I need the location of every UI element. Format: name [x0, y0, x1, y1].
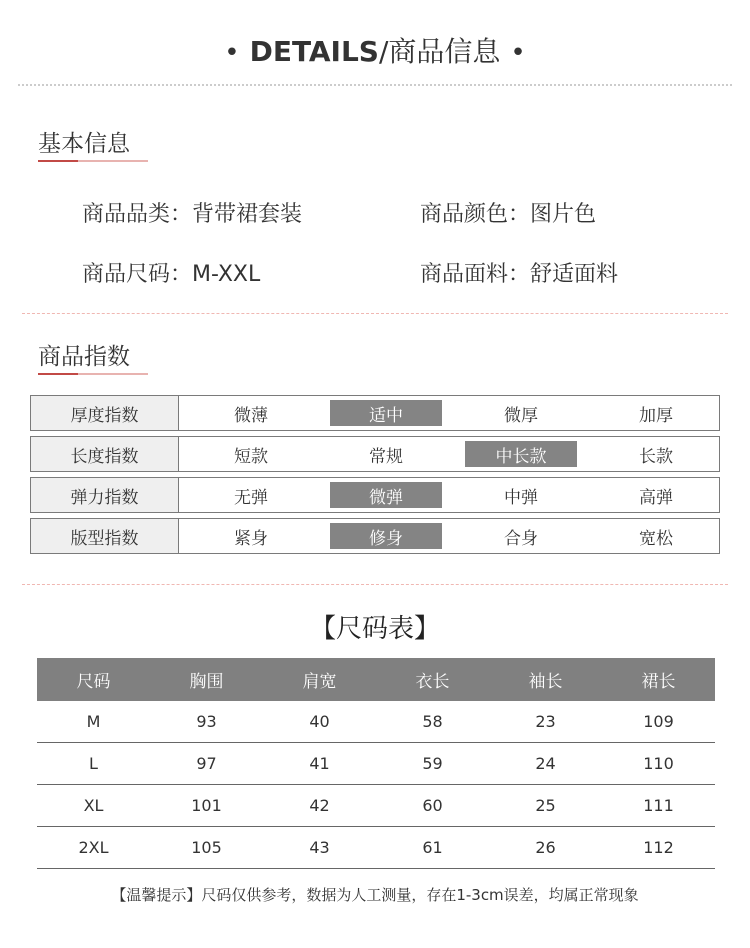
dashed-divider [22, 584, 728, 585]
bullet-left: • [224, 38, 240, 68]
size-cell: 110 [602, 743, 715, 785]
size-cell: 112 [602, 827, 715, 869]
size-table-title: 【尺码表】 [309, 614, 440, 644]
index-option: 高弹 [639, 487, 673, 508]
index-option: 中弹 [504, 487, 538, 508]
header-cn: 商品信息 [388, 35, 501, 68]
size-header-cell: 胸围 [150, 658, 263, 701]
table-row [37, 785, 715, 827]
table-row [37, 827, 715, 869]
info-category: 商品品类：背带裙套装 [82, 202, 303, 227]
index-row-label: 版型指数 [31, 519, 179, 553]
page-header [0, 30, 750, 70]
size-cell: 42 [263, 785, 376, 827]
size-cell: L [37, 743, 150, 785]
size-cell: 41 [263, 743, 376, 785]
size-cell: 23 [489, 701, 602, 743]
index-option: 常规 [369, 446, 403, 467]
size-cell: 58 [376, 701, 489, 743]
index-option: 微薄 [234, 405, 268, 426]
bullet-right: • [510, 38, 526, 68]
size-table [37, 658, 715, 869]
index-row-label: 厚度指数 [31, 396, 179, 430]
index-row-options [179, 478, 719, 512]
index-row-label: 弹力指数 [31, 478, 179, 512]
basic-info-underline [38, 160, 148, 162]
size-cell: 97 [150, 743, 263, 785]
info-size: 商品尺码：M-XXL [82, 262, 261, 287]
index-option: 短款 [234, 446, 268, 467]
table-row [37, 701, 715, 743]
index-row [30, 518, 720, 554]
tip-note: 【温馨提示】尺码仅供参考，数据为人工测量，存在1-3cm误差，均属正常现象 [111, 886, 639, 904]
size-cell: 40 [263, 701, 376, 743]
table-row [37, 743, 715, 785]
index-row [30, 395, 720, 431]
size-cell: 93 [150, 701, 263, 743]
size-cell: M [37, 701, 150, 743]
size-header-cell: 衣长 [376, 658, 489, 701]
size-cell: 109 [602, 701, 715, 743]
size-cell: 61 [376, 827, 489, 869]
index-row-options [179, 437, 719, 471]
size-table-body [37, 701, 715, 869]
size-cell: 2XL [37, 827, 150, 869]
index-option-selected: 中长款 [465, 441, 577, 467]
size-cell: 111 [602, 785, 715, 827]
index-option-selected: 适中 [330, 400, 442, 426]
index-option: 加厚 [639, 405, 673, 426]
header-sep: / [378, 35, 389, 68]
basic-info-title: 基本信息 [38, 131, 130, 157]
size-table-header [37, 658, 715, 701]
index-title: 商品指数 [38, 344, 130, 370]
info-fabric: 商品面料：舒适面料 [420, 262, 619, 287]
index-row-options [179, 519, 719, 553]
index-option: 无弹 [234, 487, 268, 508]
size-cell: 43 [263, 827, 376, 869]
header-en: DETAILS [249, 35, 379, 68]
size-cell: 101 [150, 785, 263, 827]
index-option: 长款 [639, 446, 673, 467]
dotted-divider [18, 84, 732, 86]
size-header-cell: 袖长 [489, 658, 602, 701]
size-cell: 26 [489, 827, 602, 869]
dashed-divider [22, 313, 728, 314]
size-header-cell: 肩宽 [263, 658, 376, 701]
index-option: 紧身 [234, 528, 268, 549]
info-color: 商品颜色：图片色 [420, 202, 597, 227]
size-cell: 60 [376, 785, 489, 827]
index-option-selected: 微弹 [330, 482, 442, 508]
index-row-label: 长度指数 [31, 437, 179, 471]
index-row [30, 436, 720, 472]
index-option-selected: 修身 [330, 523, 442, 549]
index-row-options [179, 396, 719, 430]
size-cell: 24 [489, 743, 602, 785]
index-row [30, 477, 720, 513]
index-underline [38, 373, 148, 375]
size-cell: 59 [376, 743, 489, 785]
size-cell: 25 [489, 785, 602, 827]
size-cell: XL [37, 785, 150, 827]
size-header-cell: 裙长 [602, 658, 715, 701]
size-cell: 105 [150, 827, 263, 869]
index-option: 微厚 [504, 405, 538, 426]
index-option: 宽松 [639, 528, 673, 549]
index-option: 合身 [504, 528, 538, 549]
size-header-cell: 尺码 [37, 658, 150, 701]
